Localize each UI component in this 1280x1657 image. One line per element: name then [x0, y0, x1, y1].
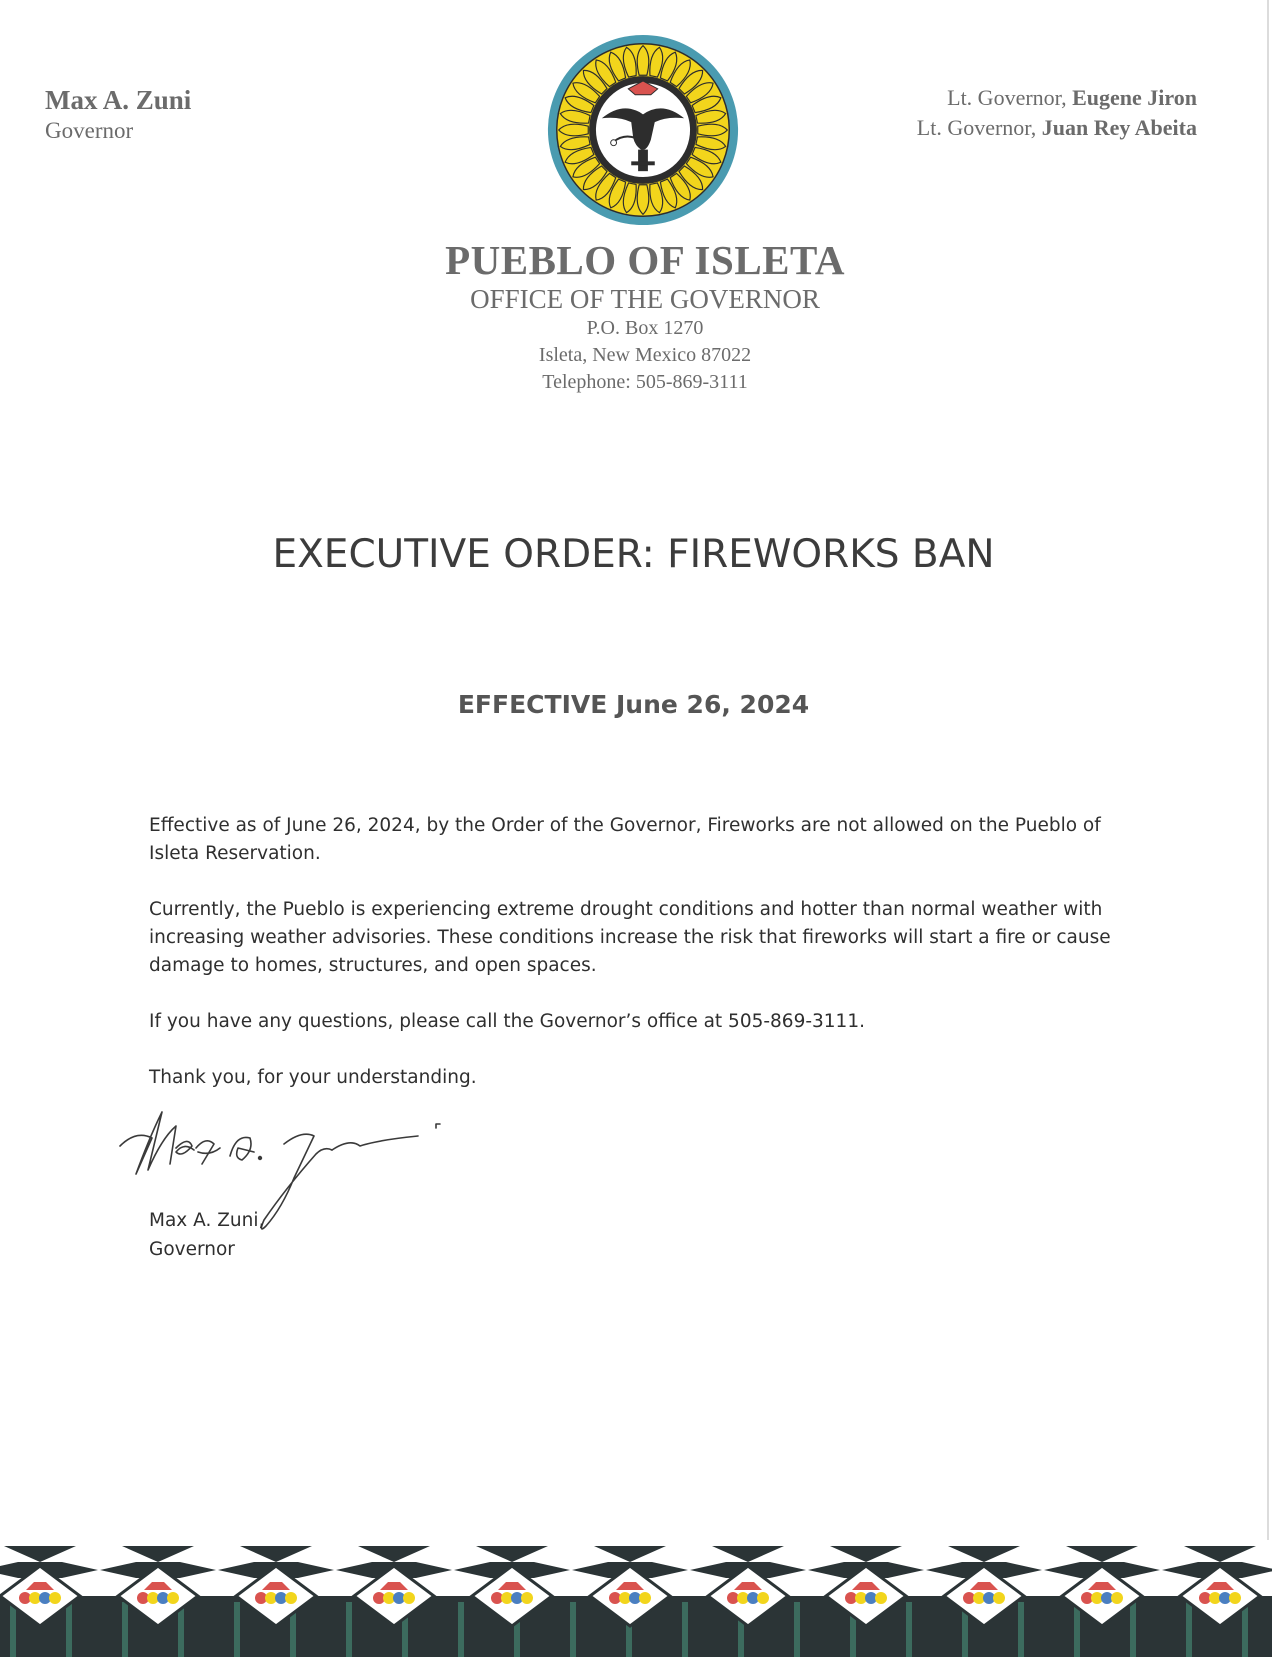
footer-stripe [122, 1602, 128, 1657]
lt-governors-header [917, 83, 1197, 143]
lt-governor-title: Lt. Governor, [916, 115, 1037, 140]
footer-stripe [1186, 1602, 1192, 1657]
lt-governor-title: Lt. Governor, [947, 85, 1067, 110]
footer-stripe [66, 1602, 72, 1657]
body-paragraph: Thank you, for your understanding. [149, 1067, 477, 1088]
footer-stripe [10, 1602, 16, 1657]
order-title: EXECUTIVE ORDER: FIREWORKS BAN [272, 532, 995, 577]
signature-block [149, 1206, 264, 1264]
effective-date: EFFECTIVE June 26, 2024 [457, 690, 810, 719]
body-paragraph: Effective as of June 26, 2024, by the Order of the Governor, Fireworks are not allowed on the Pueblo of Isleta Reservation. [149, 815, 1101, 864]
footer-stripe [570, 1602, 576, 1657]
footer-stripe [346, 1602, 352, 1657]
governor-header [45, 84, 191, 145]
organization-name: PUEBLO OF ISLETA [445, 237, 845, 283]
governor-title: Governor [45, 118, 134, 143]
signer-title: Governor [149, 1239, 235, 1260]
body-paragraph: If you have any questions, please call the Governor’s office at 505-869-3111. [149, 1011, 865, 1032]
lt-governor-name: Eugene Jiron [1072, 85, 1197, 110]
po-box: P.O. Box 1270 [586, 317, 704, 339]
city-address: Isleta, New Mexico 87022 [538, 344, 752, 366]
lt-governor-line [917, 83, 1197, 113]
page-edge-line [1267, 0, 1269, 1657]
footer-stripe [458, 1602, 464, 1657]
body-paragraph: Currently, the Pueblo is experiencing extreme drought conditions and hotter than normal weather with increasing weather advisories. These conditions increase the risk that fireworks will start a fire or cause damage to homes, structures, and open spaces. [149, 899, 1111, 976]
footer-stripe [1018, 1602, 1024, 1657]
footer-stripe [794, 1602, 800, 1657]
governor-name: Max A. Zuni [45, 85, 192, 115]
telephone: Telephone: 505-869-3111 [542, 371, 748, 393]
footer-stripe [682, 1602, 688, 1657]
footer-stripe [234, 1602, 240, 1657]
letterhead [340, 237, 950, 396]
footer-stripe [906, 1602, 912, 1657]
signer-name: Max A. Zuni, [149, 1210, 265, 1231]
decorative-footer-band [0, 1540, 1272, 1657]
footer-stripe [1130, 1602, 1136, 1657]
pueblo-seal-logo [545, 32, 741, 228]
lt-governor-name: Juan Rey Abeita [1041, 115, 1197, 140]
lt-governor-line [917, 113, 1197, 143]
office-name: OFFICE OF THE GOVERNOR [470, 284, 820, 314]
order-body [149, 812, 1129, 1120]
